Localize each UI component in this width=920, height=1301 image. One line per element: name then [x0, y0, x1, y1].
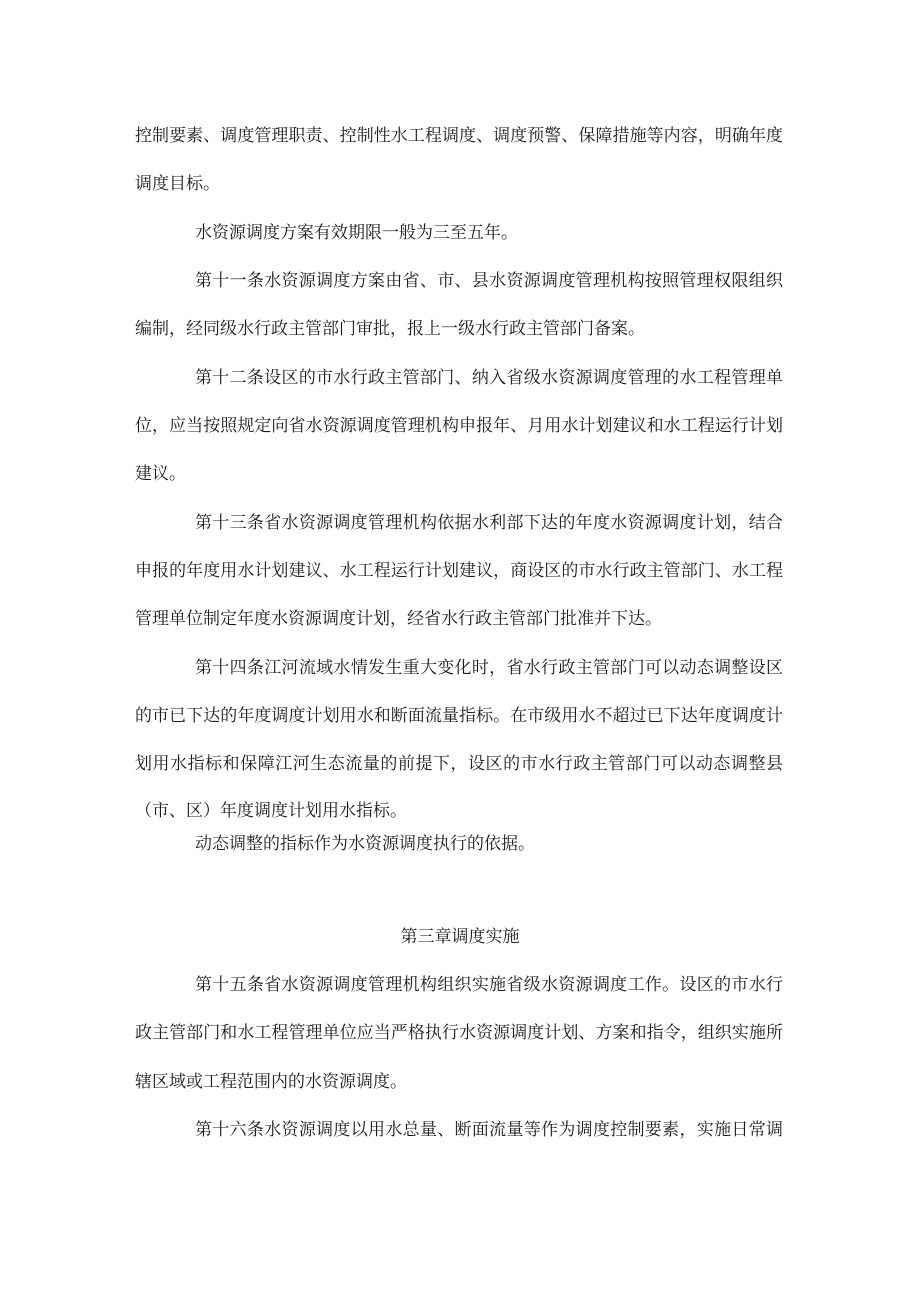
text-line: 第十一条水资源调度方案由省、市、县水资源调度管理机构按照管理权限组织 [195, 271, 783, 291]
text-line: 位，应当按照规定向省水资源调度管理机构申报年、月用水计划建议和水工程运行计划 [135, 416, 783, 436]
text-line: 第十三条省水资源调度管理机构依据水利部下达的年度水资源调度计划，结合 [195, 513, 783, 533]
text-line: 控制要素、调度管理职责、控制性水工程调度、调度预警、保障措施等内容，明确年度 [135, 126, 783, 146]
text-line: 第十二条设区的市水行政主管部门、纳入省级水资源调度管理的水工程管理单 [195, 368, 783, 388]
text-line: （市、区）年度调度计划用水指标。 [135, 801, 407, 821]
text-line: 政主管部门和水工程管理单位应当严格执行水资源调度计划、方案和指令，组织实施所 [135, 1023, 783, 1043]
text-line: 管理单位制定年度水资源调度计划，经省水行政主管部门批准并下达。 [135, 609, 662, 629]
text-line: 编制，经同级水行政主管部门审批，报上一级水行政主管部门备案。 [135, 319, 645, 339]
chapter-heading: 第三章调度实施 [400, 927, 520, 947]
text-line: 建议。 [135, 464, 186, 484]
text-line: 水资源调度方案有效期限一般为三至五年。 [195, 223, 518, 243]
text-line: 辖区域或工程范围内的水资源调度。 [135, 1072, 407, 1092]
text-line: 调度目标。 [135, 174, 220, 194]
text-line: 划用水指标和保障江河生态流量的前提下，设区的市水行政主管部门可以动态调整县 [135, 754, 783, 774]
text-line: 第十四条江河流域水情发生重大变化时，省水行政主管部门可以动态调整设区 [195, 658, 783, 678]
text-line: 的市已下达的年度调度计划用水和断面流量指标。在市级用水不超过已下达年度调度计 [135, 706, 783, 726]
text-line: 动态调整的指标作为水资源调度执行的依据。 [195, 834, 535, 854]
text-line: 第十五条省水资源调度管理机构组织实施省级水资源调度工作。设区的市水行 [195, 975, 783, 995]
text-line: 第十六条水资源调度以用水总量、断面流量等作为调度控制要素，实施日常调 [195, 1120, 783, 1140]
text-line: 申报的年度用水计划建议、水工程运行计划建议，商设区的市水行政主管部门、水工程 [135, 561, 783, 581]
